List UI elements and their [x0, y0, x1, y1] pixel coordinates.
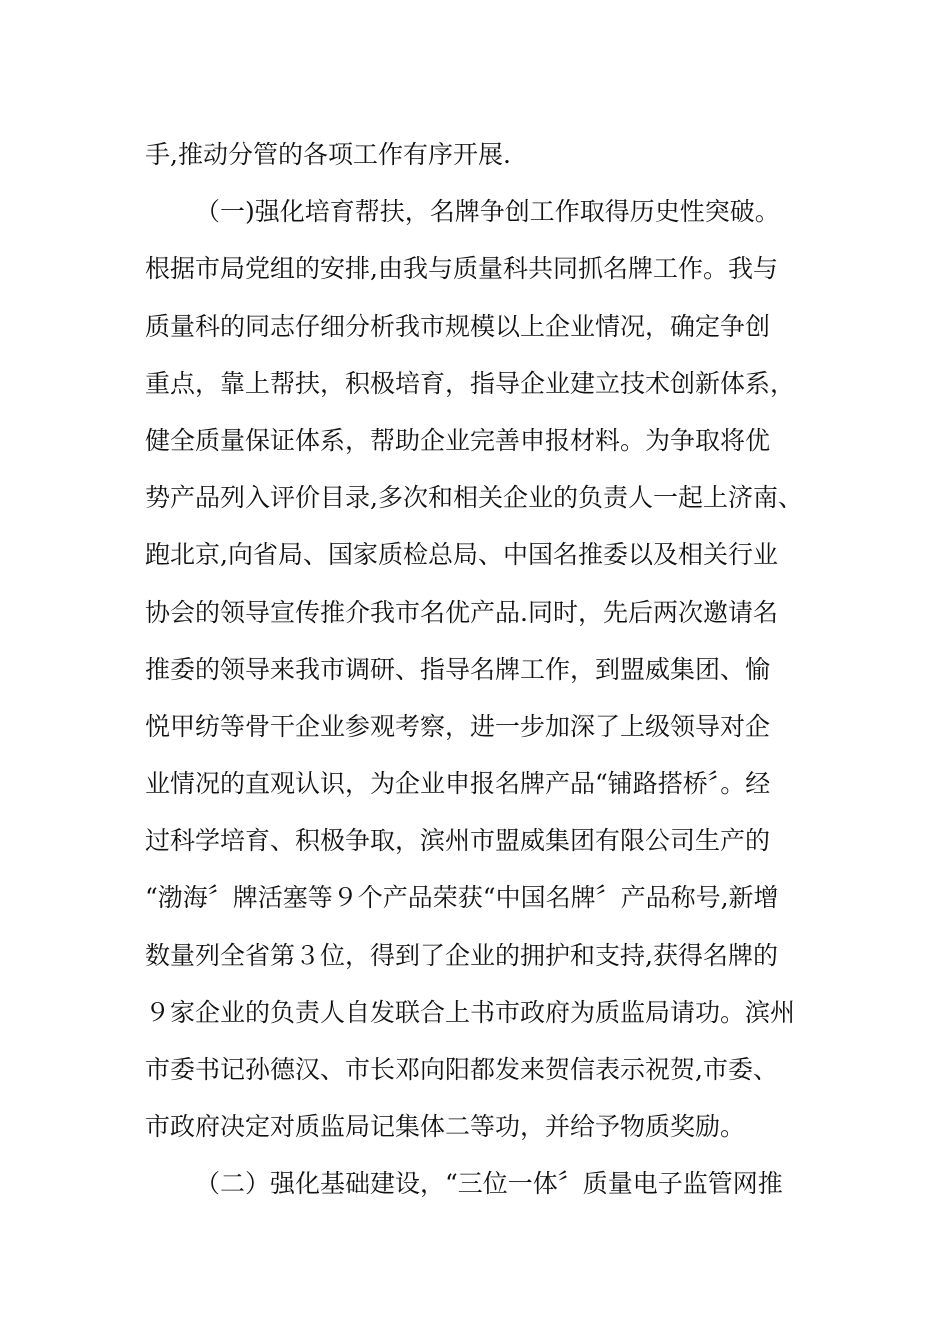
text-line: 跑北京,向省局、国家质检总局、中国名推委以及相关行业 — [145, 540, 778, 570]
text-line: 根据市局党组的安排,由我与质量科共同抓名牌工作。我与 — [145, 254, 778, 284]
body-text — [145, 126, 825, 1213]
text-line: 市委书记孙德汉、市长邓向阳都发来贺信表示祝贺,市委、 — [145, 1055, 778, 1084]
text-line: 健全质量保证体系，帮助企业完善申报材料。为争取将优 — [145, 425, 771, 455]
text-line: 势产品列入评价目录,多次和相关企业的负责人一起上济南、 — [145, 483, 803, 513]
text-line: ９家企业的负责人自发联合上书市政府为质监局请功。滨州 — [145, 997, 796, 1027]
text-line: “渤海〞牌活塞等９个产品荣获“中国名牌〞产品称号,新增 — [145, 883, 779, 913]
text-line: 手,推动分管的各项工作有序开展. — [145, 140, 511, 169]
text-line: 数量列全省第３位，得到了企业的拥护和支持,获得名牌的 — [145, 940, 778, 970]
text-line: 业情况的直观认识，为企业申报名牌产品“铺路搭桥〞。经 — [145, 769, 771, 799]
text-line: 悦甲纺等骨干企业参观考察，进一步加深了上级领导对企 — [145, 711, 771, 741]
text-line: 市政府决定对质监局记集体二等功，并给予物质奖励。 — [145, 1112, 746, 1142]
text-line: 协会的领导宣传推介我市名优产品.同时，先后两次邀请名 — [145, 597, 778, 627]
section-heading: （一)强化培育帮扶，名牌争创工作取得历史性突破。 — [195, 197, 780, 227]
section-heading: （二）强化基础建设，“三位一体〞质量电子监管网推 — [195, 1169, 783, 1199]
text-line: 过科学培育、积极争取，滨州市盟威集团有限公司生产的 — [145, 826, 771, 856]
text-line: 重点，靠上帮扶，积极培育，指导企业建立技术创新体系， — [145, 368, 796, 398]
text-line: 推委的领导来我市调研、指导名牌工作，到盟威集团、愉 — [145, 654, 771, 684]
text-line: 质量科的同志仔细分析我市规模以上企业情况，确定争创 — [145, 311, 771, 341]
